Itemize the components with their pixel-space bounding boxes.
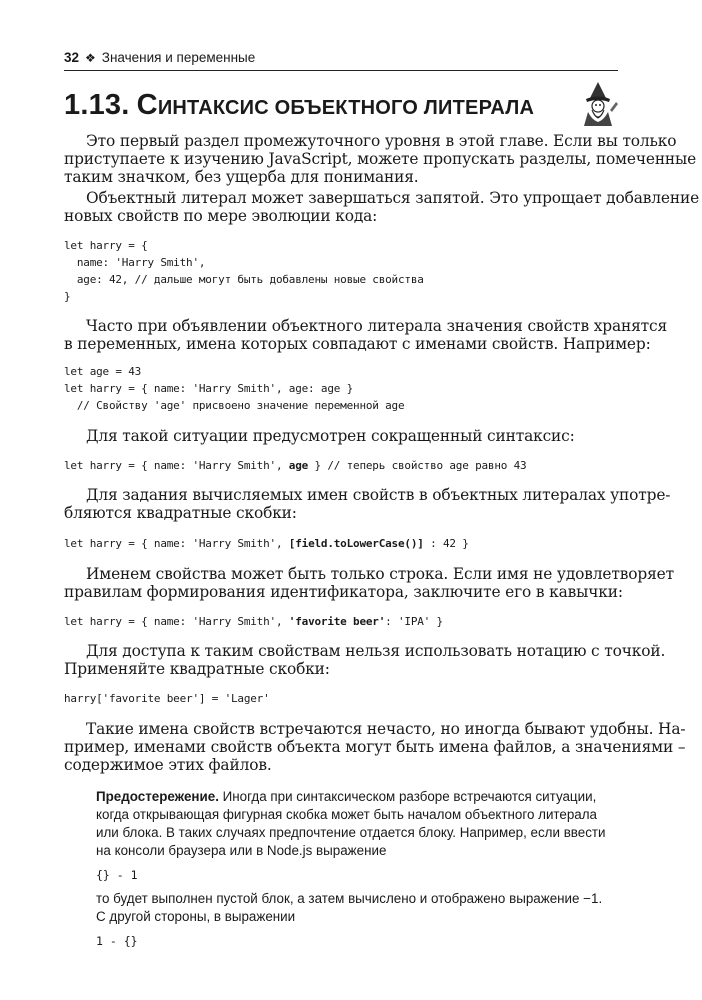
chapter-title: Значения и переменные [101, 50, 256, 65]
paragraph-computed: Для задания вычисляемых имен свойств в объектных литералах употре- бляются квадратные скобки: [64, 486, 671, 522]
paragraph-quoted-names: Именем свойства может быть только строка. Если имя не удовлетворяет правилам формирования идентификатора, заключите его в кавычки: [64, 565, 674, 601]
paragraph-bracket-access: Для доступа к таким свойствам нельзя использовать нотацию с точкой. Применяйте квадратные скобки: [64, 642, 666, 678]
section-title-initial: С [136, 89, 158, 121]
page-number: 32 [64, 50, 80, 65]
paragraph-shorthand: Для такой ситуации предусмотрен сокращенный синтаксис: [86, 427, 575, 445]
section-heading [64, 89, 584, 122]
code-block-trailing-comma: let harry = { name: 'Harry Smith', age: 42, // дальше могут быть добавлены новые свойства } [64, 239, 424, 303]
paragraph-trailing-comma: Объектный литерал может завершаться запятой. Это упрощает добавление новых свойств по мере эволюции кода: [64, 189, 700, 225]
running-head [64, 50, 618, 71]
section-title-rest: ИНТАКСИС ОБЪЕКТНОГО ЛИТЕРАЛА [157, 97, 535, 119]
code-block-shorthand: let harry = { name: 'Harry Smith', age } // теперь свойство age равно 43 [64, 459, 527, 472]
note-code-empty-block: {} - 1 [96, 868, 138, 882]
warning-note: Предостережение. Иногда при синтаксическом разборе встречаются ситуации, когда открывающая фигурная скобка может быть началом объектного литерала или блока. В таких случаях предпочтение отдается блоку. Например, если ввести на консоли браузера или в Node.js выражение {} - 1 то будет выполнен пустой блок, а затем вычислено и отображено выражение −1. С другой стороны, в выражении 1 - {} [96, 789, 606, 948]
code-block-computed: let harry = { name: 'Harry Smith', [field.toLowerCase()] : 42 } [64, 537, 469, 550]
code-block-bracket-access: harry['favorite beer'] = 'Lager' [64, 692, 270, 705]
wizard-mascot-icon [576, 80, 620, 128]
warning-label: Предостережение. [96, 789, 219, 804]
section-number: 1.13. [64, 89, 130, 121]
code-block-quoted-names: let harry = { name: 'Harry Smith', 'favorite beer': 'IPA' } [64, 615, 443, 628]
separator-ornament: ❖ [85, 51, 96, 65]
code-block-variables: let age = 43 let harry = { name: 'Harry Smith', age: age } // Свойству 'age' присвоено значение переменной age [64, 365, 405, 412]
paragraph-variables: Часто при объявлении объектного литерала значения свойств хранятся в переменных, имена которых совпадают с именами свойств. Например: [64, 317, 668, 353]
paragraph-intro: Это первый раздел промежуточного уровня в этой главе. Если вы только приступаете к изучению JavaScript, можете пропускать разделы, помеченные таким значком, без ущерба для понимания. [64, 132, 697, 186]
paragraph-file-names: Такие имена свойств встречаются нечасто, но иногда бывают удобны. На- пример, именами свойств объекта могут быть имена файлов, а значениями – содержимое этих файлов. [64, 720, 686, 774]
note-code-object-literal: 1 - {} [96, 934, 138, 948]
